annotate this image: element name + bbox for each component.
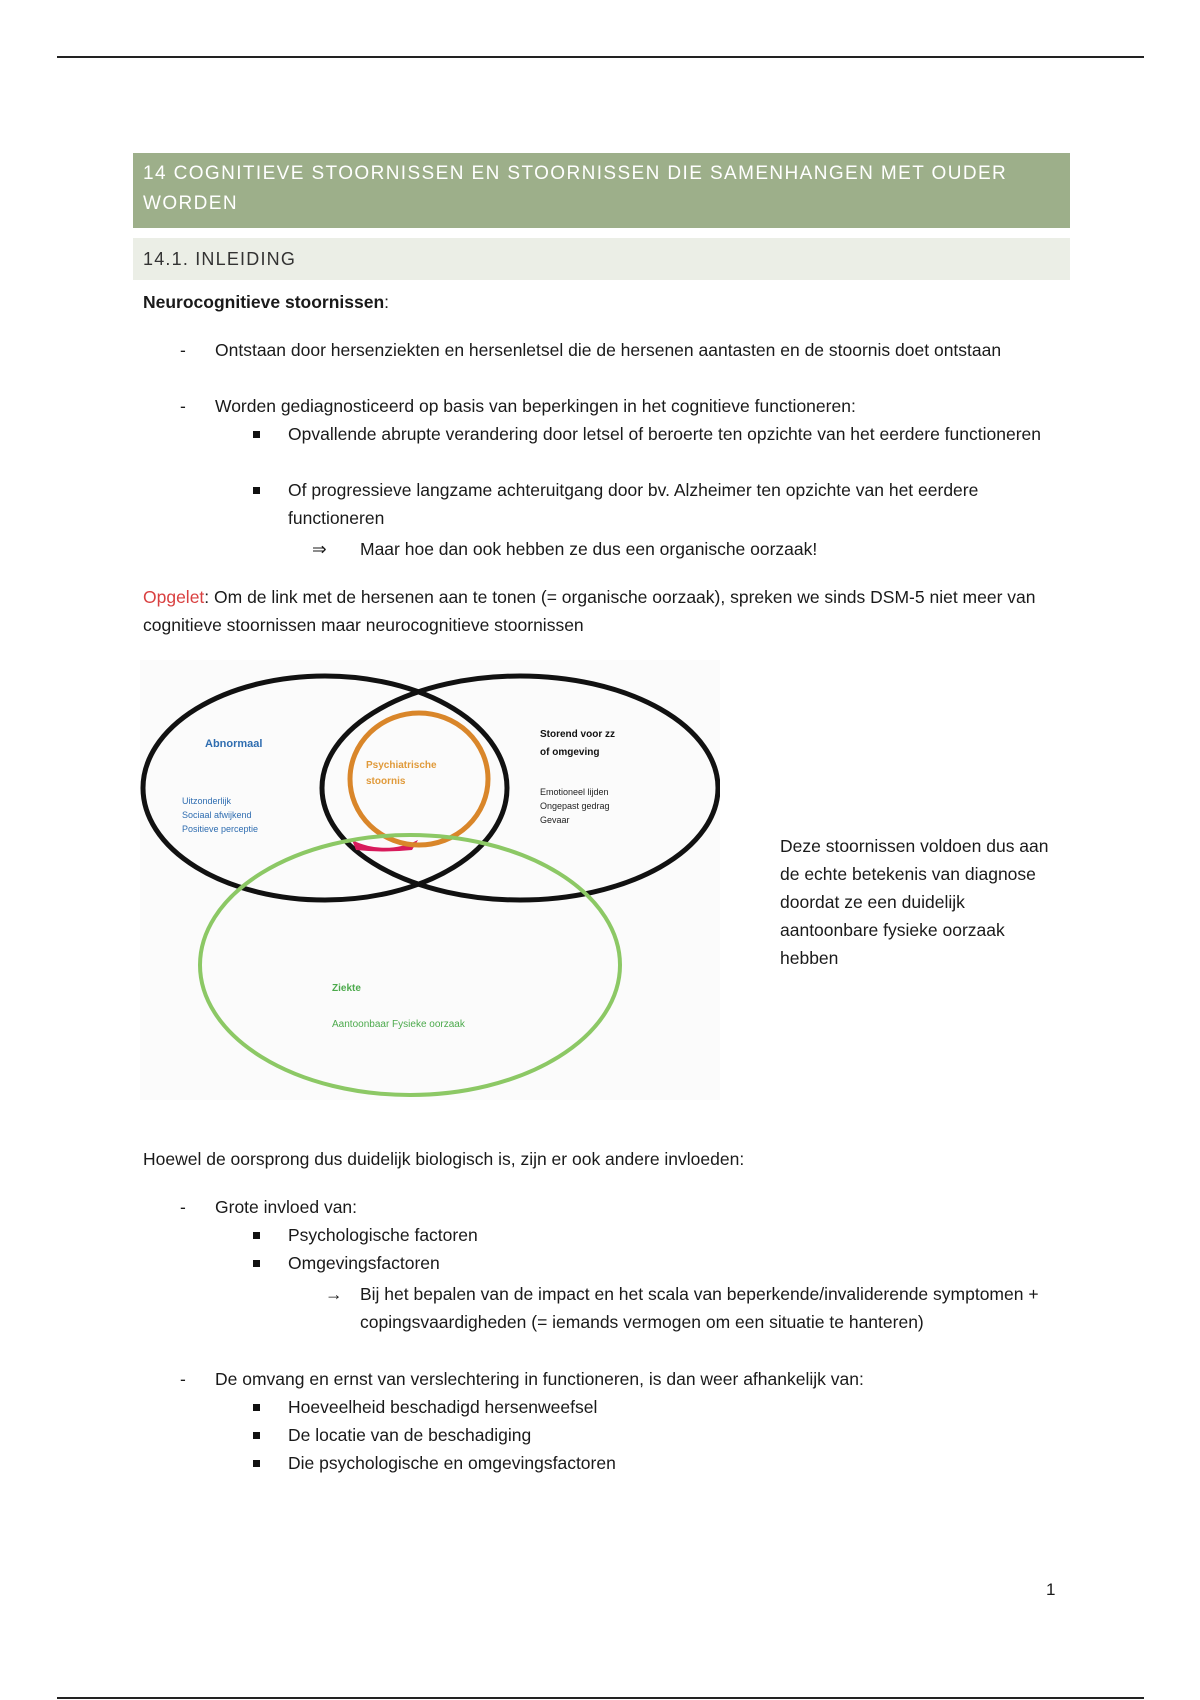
square-bullet xyxy=(253,431,260,438)
square-bullet xyxy=(253,1260,260,1267)
storend-item-3: Gevaar xyxy=(540,815,570,825)
storend-item-1: Emotioneel lijden xyxy=(540,787,609,797)
footer-rule xyxy=(57,1697,1144,1699)
abnormaal-item-2: Sociaal afwijkend xyxy=(182,810,252,820)
dash-marker: - xyxy=(180,340,186,360)
bullet2-dash1: Grote invloed van: xyxy=(215,1197,358,1217)
storend-item-2: Ongepast gedrag xyxy=(540,801,610,811)
abnormaal-title: Abnormaal xyxy=(205,738,263,750)
dash-marker: - xyxy=(180,396,186,416)
bullet2-arrow-text: Bij het bepalen van de impact en het scala van beperkende/invaliderende symptomen + copingsvaardigheden (= iemands vermogen om een situatie te hanteren) xyxy=(360,1284,1039,1332)
intro-colon: : xyxy=(384,292,390,312)
venn-diagram xyxy=(140,660,720,1100)
square-bullet xyxy=(253,1460,260,1467)
bullet-sub2: Of progressieve langzame achteruitgang door bv. Alzheimer ten opzichte van het eerdere functioneren xyxy=(288,480,979,528)
bullet-dash1: Ontstaan door hersenziekten en hersenletsel die de hersenen aantasten en de stoornis doet ontstaan xyxy=(215,340,1002,360)
intro-heading: Neurocognitieve stoornissen xyxy=(143,292,385,312)
bullet2-dash2: De omvang en ernst van verslechtering in functioneren, is dan weer afhankelijk van: xyxy=(215,1369,864,1389)
storend-title-1: Storend voor zz xyxy=(540,729,616,740)
section-title: 14.1. INLEIDING xyxy=(133,238,1070,280)
dash-marker: - xyxy=(180,1197,186,1217)
storend-title-2: of omgeving xyxy=(540,747,600,758)
note-paragraph xyxy=(143,583,1063,639)
implies-icon: ⇒ xyxy=(312,539,327,559)
bullet-sub1: Opvallende abrupte verandering door letsel of beroerte ten opzichte van het eerdere functioneren xyxy=(288,424,1041,444)
origin-text: Hoewel de oorsprong dus duidelijk biologisch is, zijn er ook andere invloeden: xyxy=(143,1149,745,1169)
square-bullet xyxy=(253,1404,260,1411)
bullet2-sub2: Omgevingsfactoren xyxy=(288,1253,440,1273)
bullet-dash2: Worden gediagnosticeerd op basis van beperkingen in het cognitieve functioneren: xyxy=(215,396,856,416)
note-text: : Om de link met de hersenen aan te tonen (= organische oorzaak), spreken we sinds DSM-5 niet meer van cognitieve stoornissen maar neurocognitieve stoornissen xyxy=(143,587,1036,635)
diagram-caption: Deze stoornissen voldoen dus aan de echte betekenis van diagnose doordat ze een duidelijk aantoonbare fysieke oorzaak hebben xyxy=(780,836,1049,968)
abnormaal-item-1: Uitzonderlijk xyxy=(182,796,232,806)
dash-marker: - xyxy=(180,1369,186,1389)
bullet2-sub3: Hoeveelheid beschadigd hersenweefsel xyxy=(288,1397,598,1417)
square-bullet xyxy=(253,487,260,494)
psych-label-1: Psychiatrische xyxy=(366,760,437,771)
bullet-arrow-text: Maar hoe dan ook hebben ze dus een organische oorzaak! xyxy=(360,539,818,559)
square-bullet xyxy=(253,1232,260,1239)
bullet2-sub1: Psychologische factoren xyxy=(288,1225,478,1245)
bullet2-sub5: Die psychologische en omgevingsfactoren xyxy=(288,1453,616,1473)
note-label: Opgelet xyxy=(143,587,205,607)
ziekte-title: Ziekte xyxy=(332,983,361,994)
header-rule xyxy=(57,56,1144,58)
arrow-right-icon: → xyxy=(325,1284,343,1304)
ziekte-item: Aantoonbaar Fysieke oorzaak xyxy=(332,1019,465,1030)
square-bullet xyxy=(253,1432,260,1439)
chapter-title: 14 COGNITIEVE STOORNISSEN EN STOORNISSEN DIE SAMENHANGEN MET OUDER WORDEN xyxy=(133,153,1070,228)
bullet2-sub4: De locatie van de beschadiging xyxy=(288,1425,532,1445)
intro-heading-line xyxy=(143,288,389,316)
abnormaal-item-3: Positieve perceptie xyxy=(182,824,259,834)
page-number: 1 xyxy=(1046,1580,1056,1599)
psych-label-2: stoornis xyxy=(366,776,406,787)
